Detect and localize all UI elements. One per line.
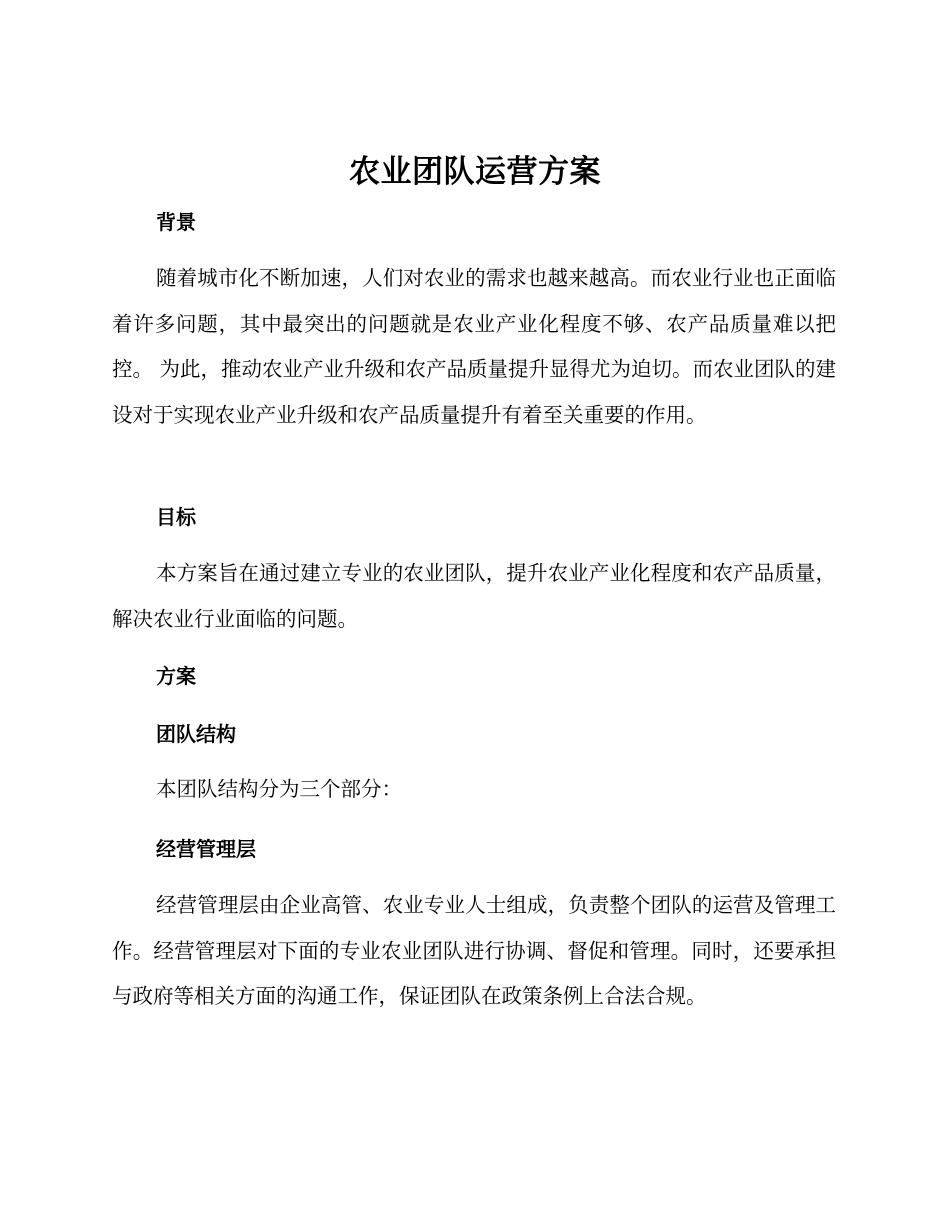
section-heading-background: 背景	[156, 210, 196, 234]
section-paragraph-goal: 本方案旨在通过建立专业的农业团队，提升农业产业化程度和农产品质量，解决农业行业面临的问题。	[112, 561, 836, 631]
section-paragraph-management: 经营管理层由企业高管、农业专业人士组成，负责整个团队的运营及管理工作。经营管理层对下面的专业农业团队进行协调、督促和管理。同时，还要承担与政府等相关方面的沟通工作，保证团队在政策条例上合法合规。	[112, 893, 836, 1008]
section-heading-management: 经营管理层	[156, 837, 256, 861]
section-heading-team-structure: 团队结构	[156, 722, 236, 746]
section-paragraph-background: 随着城市化不断加速，人们对农业的需求也越来越高。而农业行业也正面临着许多问题，其中最突出的问题就是农业产业化程度不够、农产品质量难以把控。 为此，推动农业产业升级和农产品质量提升显得尤为迫切。而农业团队的建设对于实现农业产业升级和农产品质量提升有着至关重要的作用。	[112, 266, 837, 427]
document-title: 农业团队运营方案	[349, 154, 601, 190]
section-heading-goal: 目标	[156, 505, 196, 529]
section-heading-plan: 方案	[156, 664, 196, 688]
section-paragraph-team-structure: 本团队结构分为三个部分：	[156, 777, 402, 801]
